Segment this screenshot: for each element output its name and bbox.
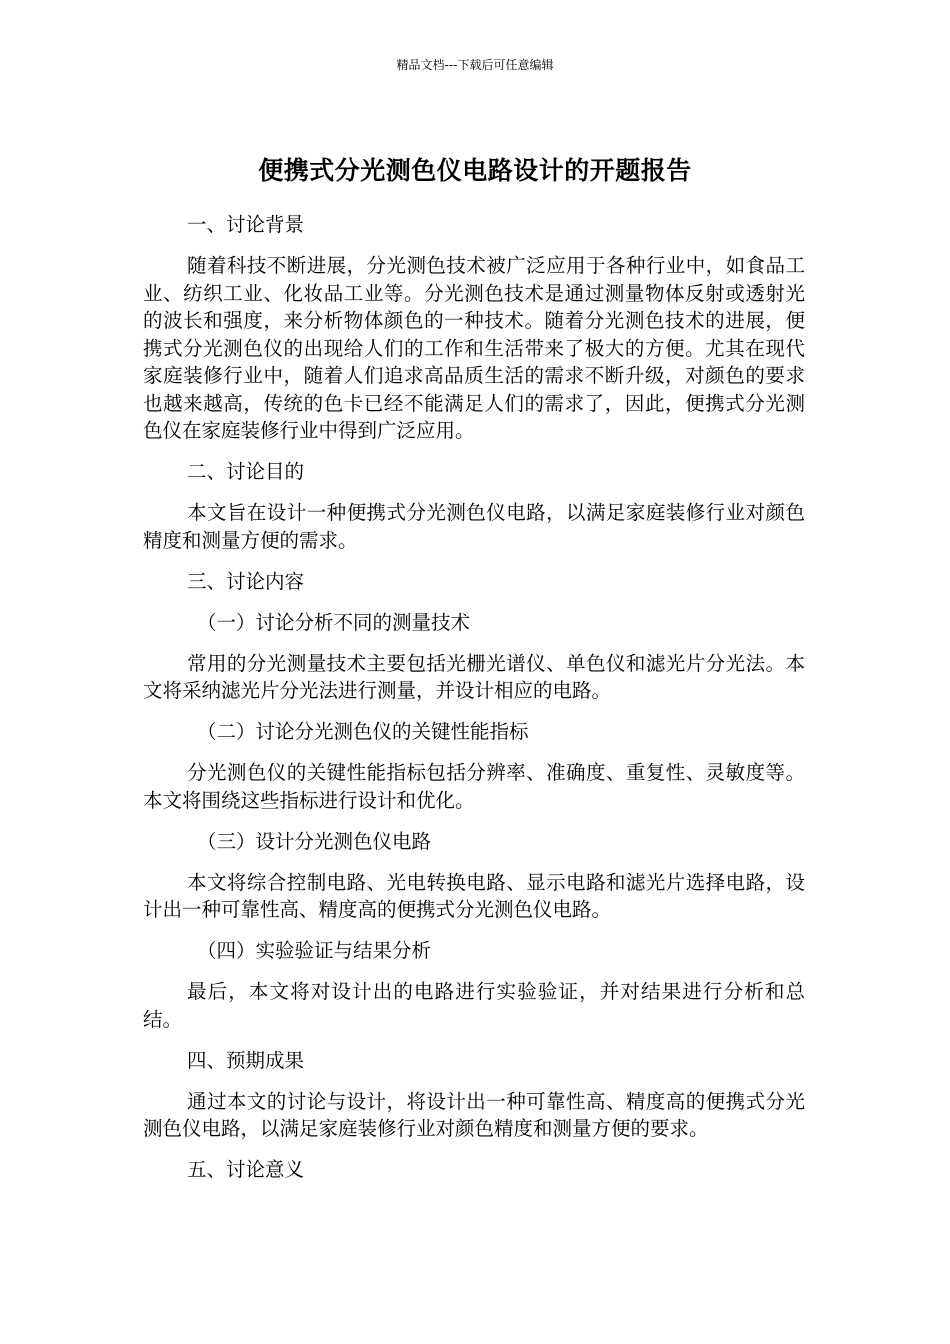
section-heading-expected-results: 四、预期成果 <box>187 1048 305 1072</box>
document-body <box>143 211 805 1197</box>
document-title: 便携式分光测色仪电路设计的开题报告 <box>258 155 692 185</box>
background-paragraph: 随着科技不断进展，分光测色技术被广泛应用于各种行业中，如食品工业、纺织工业、化妆品工业等。分光测色技术是通过测量物体反射或透射光的波长和强度，来分析物体颜色的一种技术。随着分光测色技术的进展，便携式分光测色仪的出现给人们的工作和生活带来了极大的方便。尤其在现代家庭装修行业中，随着人们追求高品质生活的需求不断升级，对颜色的要求也越来越高，传统的色卡已经不能满足人们的需求了，因此，便携式分光测色仪在家庭装修行业中得到广泛应用。 <box>143 254 805 442</box>
section-heading-content: 三、讨论内容 <box>187 569 305 593</box>
section-heading-purpose: 二、讨论目的 <box>187 460 305 483</box>
experiment-validation-paragraph: 最后，本文将对设计出的电路进行实验验证，并对结果进行分析和总结。 <box>143 980 805 1031</box>
section-heading-significance: 五、讨论意义 <box>187 1158 305 1181</box>
subsection-heading-circuit-design: （三）设计分光测色仪电路 <box>197 829 432 853</box>
subsection-heading-experiment-validation: （四）实验验证与结果分析 <box>197 939 432 962</box>
subsection-heading-measurement-techniques: （一）讨论分析不同的测量技术 <box>197 610 471 634</box>
performance-indicators-paragraph: 分光测色仪的关键性能指标包括分辨率、准确度、重复性、灵敏度等。本文将围绕这些指标进行设计和优化。 <box>143 761 805 812</box>
section-heading-background: 一、讨论背景 <box>187 213 305 236</box>
purpose-paragraph: 本文旨在设计一种便携式分光测色仪电路，以满足家庭装修行业对颜色精度和测量方便的需求。 <box>143 501 805 552</box>
circuit-design-paragraph: 本文将综合控制电路、光电转换电路、显示电路和滤光片选择电路，设计出一种可靠性高、精度高的便携式分光测色仪电路。 <box>143 870 805 921</box>
page-header-note: 精品文档---下载后可任意编辑 <box>396 58 554 72</box>
expected-results-paragraph: 通过本文的讨论与设计，将设计出一种可靠性高、精度高的便携式分光测色仪电路，以满足家庭装修行业对颜色精度和测量方便的要求。 <box>143 1089 805 1140</box>
subsection-heading-performance-indicators: （二）讨论分光测色仪的关键性能指标 <box>197 720 529 743</box>
measurement-techniques-paragraph: 常用的分光测量技术主要包括光栅光谱仪、单色仪和滤光片分光法。本文将采纳滤光片分光法进行测量，并设计相应的电路。 <box>143 651 805 702</box>
